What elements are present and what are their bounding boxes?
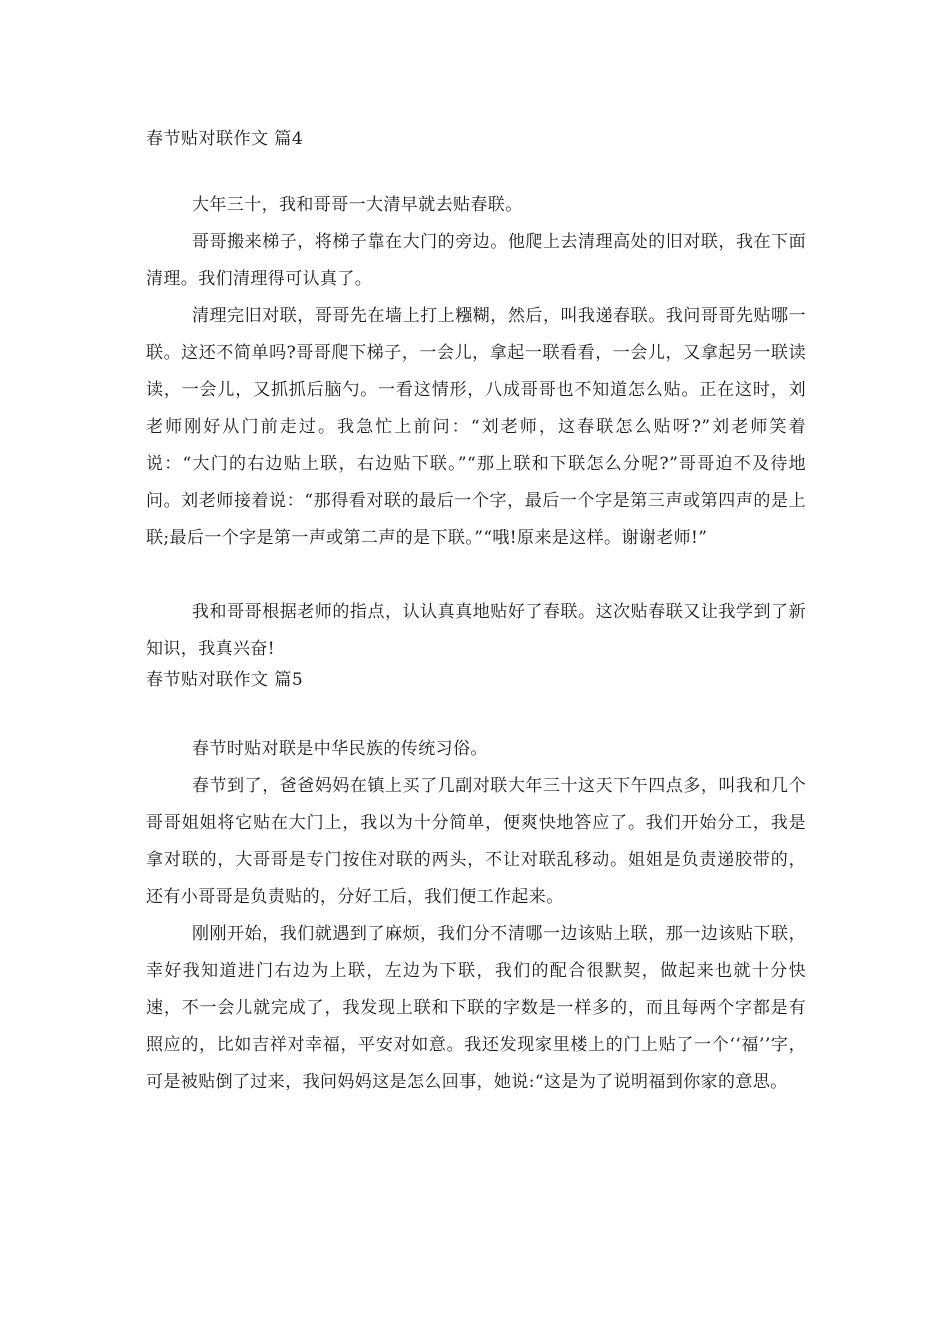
paragraph: 大年三十，我和哥哥一大清早就去贴春联。 [192,195,523,215]
paragraph: 清理完旧对联，哥哥先在墙上打上糨糊，然后，叫我递春联。我问哥哥先贴哪一联。这还不简单吗?哥哥爬下梯子，一会儿，拿起一联看看，一会儿，又拿起另一联读读，一会儿，又抓抓后脑勺。一看这情形，八成哥哥也不知道怎么贴。正在这时，刘老师刚好从门前走过。我急忙上前问：“刘老师，这春联怎么贴呀?”刘老师笑着说：“大门的右边贴上联，右边贴下联。”“那上联和下联怎么分呢?”哥哥迫不及待地问。刘老师接着说：“那得看对联的最后一个字，最后一个字是第三声或第四声的是上联;最后一个字是第一声或第二声的是下联。”“哦!原来是这样。谢谢老师!” [146,306,806,548]
paragraph: 春节时贴对联是中华民族的传统习俗。 [192,739,488,759]
section-title-4: 春节贴对联作文 篇4 [146,129,304,149]
section-title-5: 春节贴对联作文 篇5 [146,670,304,690]
paragraph: 我和哥哥根据老师的指点，认认真真地贴好了春联。这次贴春联又让我学到了新知识，我真兴奋! [146,602,806,659]
paragraph: 哥哥搬来梯子，将梯子靠在大门的旁边。他爬上去清理高处的旧对联，我在下面清理。我们清理得可认真了。 [146,232,806,289]
paragraph: 春节到了，爸爸妈妈在镇上买了几副对联大年三十这天下午四点多，叫我和几个哥哥姐姐将它贴在大门上，我以为十分简单，便爽快地答应了。我们开始分工，我是拿对联的，大哥哥是专门按住对联的两头，不让对联乱移动。姐姐是负责递胶带的，还有小哥哥是负责贴的，分好工后，我们便工作起来。 [146,776,806,907]
paragraph: 刚刚开始，我们就遇到了麻烦，我们分不清哪一边该贴上联，那一边该贴下联，幸好我知道进门右边为上联，左边为下联，我们的配合很默契，做起来也就十分快速，不一会儿就完成了，我发现上联和下联的字数是一样多的，而且每两个字都是有照应的，比如吉祥对幸福，平安对如意。我还发现家里楼上的门上贴了一个‘‘福’’字，可是被贴倒了过来，我问妈妈这是怎么回事，她说:“这是为了说明福到你家的意思。 [146,924,806,1092]
